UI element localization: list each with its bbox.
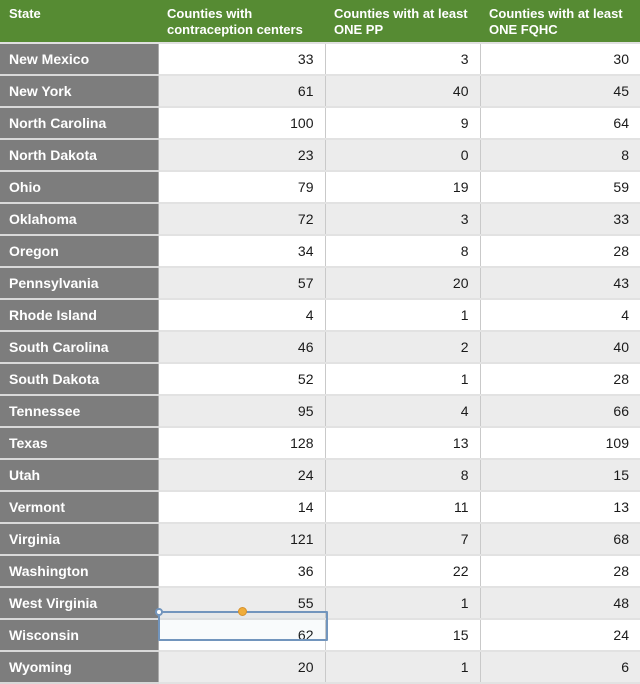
value-cell[interactable]: 55 [158,587,325,619]
state-cell[interactable]: Oregon [0,235,158,267]
table-row [0,523,640,555]
column-header-state[interactable]: State [0,0,158,43]
state-cell[interactable]: Virginia [0,523,158,555]
state-cell[interactable]: Oklahoma [0,203,158,235]
table-row [0,331,640,363]
value-cell[interactable]: 48 [480,587,640,619]
table-row [0,75,640,107]
table-row [0,491,640,523]
value-cell[interactable]: 0 [325,139,480,171]
value-cell[interactable]: 59 [480,171,640,203]
value-cell[interactable]: 100 [158,107,325,139]
column-header-contraception-centers[interactable]: Counties with contraception centers [158,0,325,43]
state-cell[interactable]: South Carolina [0,331,158,363]
cell-selection [158,611,328,641]
value-cell[interactable]: 19 [325,171,480,203]
state-cell[interactable]: South Dakota [0,363,158,395]
value-cell[interactable]: 15 [480,459,640,491]
value-cell[interactable]: 13 [325,427,480,459]
value-cell[interactable]: 40 [325,75,480,107]
value-cell[interactable]: 61 [158,75,325,107]
value-cell[interactable]: 15 [325,619,480,651]
table-row [0,299,640,331]
value-cell[interactable]: 72 [158,203,325,235]
table-row [0,107,640,139]
value-cell[interactable]: 79 [158,171,325,203]
value-cell[interactable]: 30 [480,43,640,75]
value-cell[interactable]: 66 [480,395,640,427]
value-cell[interactable]: 57 [158,267,325,299]
value-cell[interactable]: 45 [480,75,640,107]
column-header-one-pp[interactable]: Counties with at least ONE PP [325,0,480,43]
value-cell[interactable]: 121 [158,523,325,555]
value-cell[interactable]: 4 [158,299,325,331]
value-cell[interactable]: 109 [480,427,640,459]
table-row [0,427,640,459]
value-cell[interactable]: 33 [158,43,325,75]
selection-fill-handle-icon[interactable] [238,607,247,616]
value-cell[interactable]: 34 [158,235,325,267]
table-row [0,651,640,683]
value-cell[interactable]: 95 [158,395,325,427]
state-cell[interactable]: New York [0,75,158,107]
state-cell[interactable]: Ohio [0,171,158,203]
table-row [0,395,640,427]
value-cell[interactable]: 62 [158,619,325,651]
value-cell[interactable]: 1 [325,651,480,683]
value-cell[interactable]: 6 [480,651,640,683]
value-cell[interactable]: 36 [158,555,325,587]
value-cell[interactable]: 1 [325,363,480,395]
value-cell[interactable]: 23 [158,139,325,171]
header-row [0,0,640,43]
column-header-one-fqhc[interactable]: Counties with at least ONE FQHC [480,0,640,43]
value-cell[interactable]: 8 [325,459,480,491]
table-row [0,139,640,171]
value-cell[interactable]: 40 [480,331,640,363]
state-cell[interactable]: North Dakota [0,139,158,171]
value-cell[interactable]: 1 [325,587,480,619]
table-row [0,171,640,203]
value-cell[interactable]: 64 [480,107,640,139]
value-cell[interactable]: 68 [480,523,640,555]
value-cell[interactable]: 3 [325,203,480,235]
state-cell[interactable]: Tennessee [0,395,158,427]
value-cell[interactable]: 33 [480,203,640,235]
value-cell[interactable]: 128 [158,427,325,459]
value-cell[interactable]: 28 [480,363,640,395]
selection-corner-handle-icon[interactable] [155,608,163,616]
value-cell[interactable]: 7 [325,523,480,555]
value-cell[interactable]: 22 [325,555,480,587]
value-cell[interactable]: 14 [158,491,325,523]
state-cell[interactable]: New Mexico [0,43,158,75]
value-cell[interactable]: 2 [325,331,480,363]
value-cell[interactable]: 28 [480,235,640,267]
state-cell[interactable]: Wisconsin [0,619,158,651]
value-cell[interactable]: 9 [325,107,480,139]
table-row [0,267,640,299]
value-cell[interactable]: 43 [480,267,640,299]
value-cell[interactable]: 24 [480,619,640,651]
state-cell[interactable]: North Carolina [0,107,158,139]
table-row [0,459,640,491]
value-cell[interactable]: 46 [158,331,325,363]
value-cell[interactable]: 13 [480,491,640,523]
value-cell[interactable]: 24 [158,459,325,491]
state-cell[interactable]: Texas [0,427,158,459]
table-body [0,43,640,683]
table-row [0,203,640,235]
value-cell[interactable]: 28 [480,555,640,587]
state-cell[interactable]: Wyoming [0,651,158,683]
table-header [0,0,640,43]
state-cell[interactable]: Washington [0,555,158,587]
state-cell[interactable]: Utah [0,459,158,491]
value-cell[interactable]: 11 [325,491,480,523]
table-row [0,363,640,395]
state-cell[interactable]: Pennsylvania [0,267,158,299]
value-cell[interactable]: 20 [325,267,480,299]
state-cell[interactable]: Vermont [0,491,158,523]
value-cell[interactable]: 8 [480,139,640,171]
table-row [0,555,640,587]
value-cell[interactable]: 3 [325,43,480,75]
table-row [0,43,640,75]
value-cell[interactable]: 52 [158,363,325,395]
state-cell[interactable]: Rhode Island [0,299,158,331]
value-cell[interactable]: 4 [325,395,480,427]
value-cell[interactable]: 1 [325,299,480,331]
value-cell[interactable]: 8 [325,235,480,267]
state-cell[interactable]: West Virginia [0,587,158,619]
value-cell[interactable]: 20 [158,651,325,683]
value-cell[interactable]: 4 [480,299,640,331]
table-row [0,235,640,267]
